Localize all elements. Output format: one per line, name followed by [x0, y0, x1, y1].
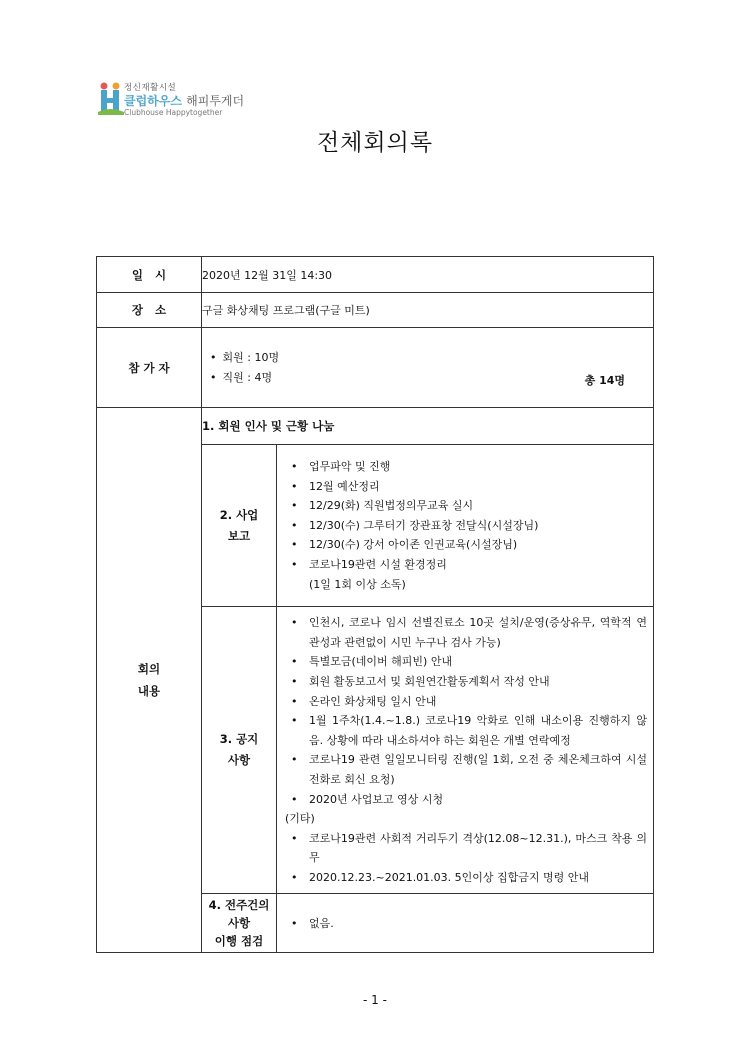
- other-label: (기타): [285, 812, 315, 826]
- section2-label-line2: 보고: [227, 528, 251, 543]
- content-label: [97, 408, 202, 953]
- section4-label-line3: 이행 점검: [214, 934, 264, 949]
- list-item-text: 12/29(화) 직원법정의무교육 실시: [309, 499, 474, 513]
- page-number: - 1 -: [363, 993, 387, 1007]
- bullet-icon: •: [291, 674, 298, 688]
- list-item: [285, 711, 647, 750]
- bullet-icon: •: [291, 792, 298, 806]
- organization-logo: [98, 80, 278, 120]
- bullet-icon: •: [291, 557, 298, 571]
- list-item-text: 없음.: [309, 916, 334, 930]
- bullet-icon: •: [210, 370, 217, 384]
- list-item-text: 회원 활동보고서 및 회원연간활동계획서 작성 안내: [309, 674, 550, 688]
- section3-content: [277, 607, 654, 894]
- logo-name-part1: 클럽하우스: [124, 94, 182, 108]
- content-label-line2: 내용: [137, 684, 161, 699]
- bullet-icon: •: [210, 350, 217, 364]
- logo-subtitle: 정신재활시설: [124, 83, 177, 93]
- list-item: [285, 613, 647, 652]
- list-item: [285, 535, 647, 555]
- section4-content: [277, 894, 654, 953]
- place-row: [97, 293, 654, 328]
- section3-label-line1: 3. 공지: [219, 732, 259, 747]
- section2-note: (1일 1회 이상 소독): [309, 577, 406, 591]
- list-item: [285, 457, 647, 477]
- bullet-icon: •: [291, 460, 298, 473]
- list-item-text: 온라인 화상채팅 일시 안내: [309, 694, 437, 708]
- logo-name: [124, 92, 244, 109]
- list-item-text: 12월 예산정리: [309, 479, 380, 493]
- attendees-members-text: 회원 : 10명: [222, 350, 280, 364]
- date-label: 일 시: [97, 257, 202, 293]
- list-item: [285, 868, 647, 888]
- list-item-text: 특별모금(네이버 해피빈) 안내: [309, 655, 453, 669]
- bullet-icon: •: [291, 655, 298, 669]
- list-item: [285, 555, 647, 594]
- list-item-text: 인천시, 코로나 임시 선별진료소 10곳 설치/운영(증상유무, 역학적 연관성과 관련없이 시민 누구나 검사 가능): [309, 616, 647, 649]
- section4-label: [202, 894, 277, 953]
- logo-english-name: Clubhouse Happytogether: [124, 108, 223, 117]
- section1-row: [97, 408, 654, 445]
- section4-label-line2: 사항: [227, 916, 251, 931]
- section3-label-line2: 사항: [227, 753, 251, 768]
- document-title: 전체회의록: [316, 130, 434, 156]
- list-item: [285, 914, 647, 934]
- attendees-members: [210, 348, 627, 368]
- date-value: 2020년 12월 31일 14:30: [202, 257, 654, 293]
- bullet-icon: •: [291, 916, 298, 930]
- clubhouse-logo-icon: [98, 80, 126, 116]
- list-item-text: 코로나19관련 사회적 거리두기 격상(12.08~12.31.), 마스크 착용 의무: [309, 831, 647, 865]
- attendees-staff: [210, 368, 627, 388]
- attendees-row: [97, 328, 654, 408]
- bullet-icon: •: [291, 616, 298, 630]
- bullet-icon: •: [291, 714, 298, 728]
- list-item-text: 12/30(수) 그루터기 장관표창 전달식(시설장님): [309, 518, 539, 532]
- list-item-text: 코로나19 관련 일일모니터링 진행(일 1회, 오전 중 체온체크하여 시설 전화로 회신 요청): [309, 753, 647, 786]
- attendees-total: 총 14명: [584, 373, 625, 387]
- list-item-text: 코로나19관련 시설 환경정리: [309, 557, 447, 571]
- list-item-text: 1월 1주차(1.4.~1.8.) 코로나19 악화로 인해 내소이용 진행하지 않음. 상황에 따라 내소하셔야 하는 회원은 개별 연락예정: [309, 714, 647, 747]
- list-item: [285, 652, 647, 672]
- logo-name-part2: 해피투게더: [186, 94, 245, 108]
- minutes-table: [96, 256, 654, 953]
- section3-label: [202, 607, 277, 894]
- section2-label-line1: 2. 사업: [219, 507, 259, 522]
- section4-label-line1: 4. 전주건의: [208, 898, 270, 913]
- section2-content: [277, 445, 654, 607]
- section2-label: [202, 445, 277, 607]
- list-item-text: 12/30(수) 강서 아이존 인권교육(시설장님): [309, 538, 518, 552]
- bullet-icon: •: [291, 479, 298, 493]
- attendees-cell: [202, 328, 654, 408]
- list-item: [285, 790, 647, 810]
- bullet-icon: •: [291, 753, 298, 767]
- list-item: [285, 750, 647, 789]
- list-item: [285, 477, 647, 497]
- list-item-text: 2020년 사업보고 영상 시청: [309, 792, 444, 806]
- bullet-icon: •: [291, 499, 298, 513]
- list-item: [285, 516, 647, 536]
- content-label-line1: 회의: [137, 662, 161, 677]
- section1-title: 1. 회원 인사 및 근황 나눔: [202, 408, 654, 445]
- bullet-icon: •: [291, 518, 298, 532]
- list-item-text: 업무파악 및 진행: [309, 460, 391, 473]
- list-item-text: 2020.12.23.~2021.01.03. 5인이상 집합금지 명령 안내: [309, 870, 590, 884]
- list-item: [285, 692, 647, 712]
- attendees-staff-text: 직원 : 4명: [222, 370, 273, 384]
- list-item: [285, 829, 647, 868]
- place-value: 구글 화상채팅 프로그램(구글 미트): [202, 293, 654, 328]
- bullet-icon: •: [291, 694, 298, 708]
- list-item: [285, 672, 647, 692]
- bullet-icon: •: [291, 538, 298, 552]
- bullet-icon: •: [291, 831, 298, 845]
- bullet-icon: •: [291, 870, 298, 884]
- list-item: [285, 496, 647, 516]
- date-row: [97, 257, 654, 293]
- place-label: 장 소: [97, 293, 202, 328]
- attendees-label: 참 가 자: [97, 328, 202, 408]
